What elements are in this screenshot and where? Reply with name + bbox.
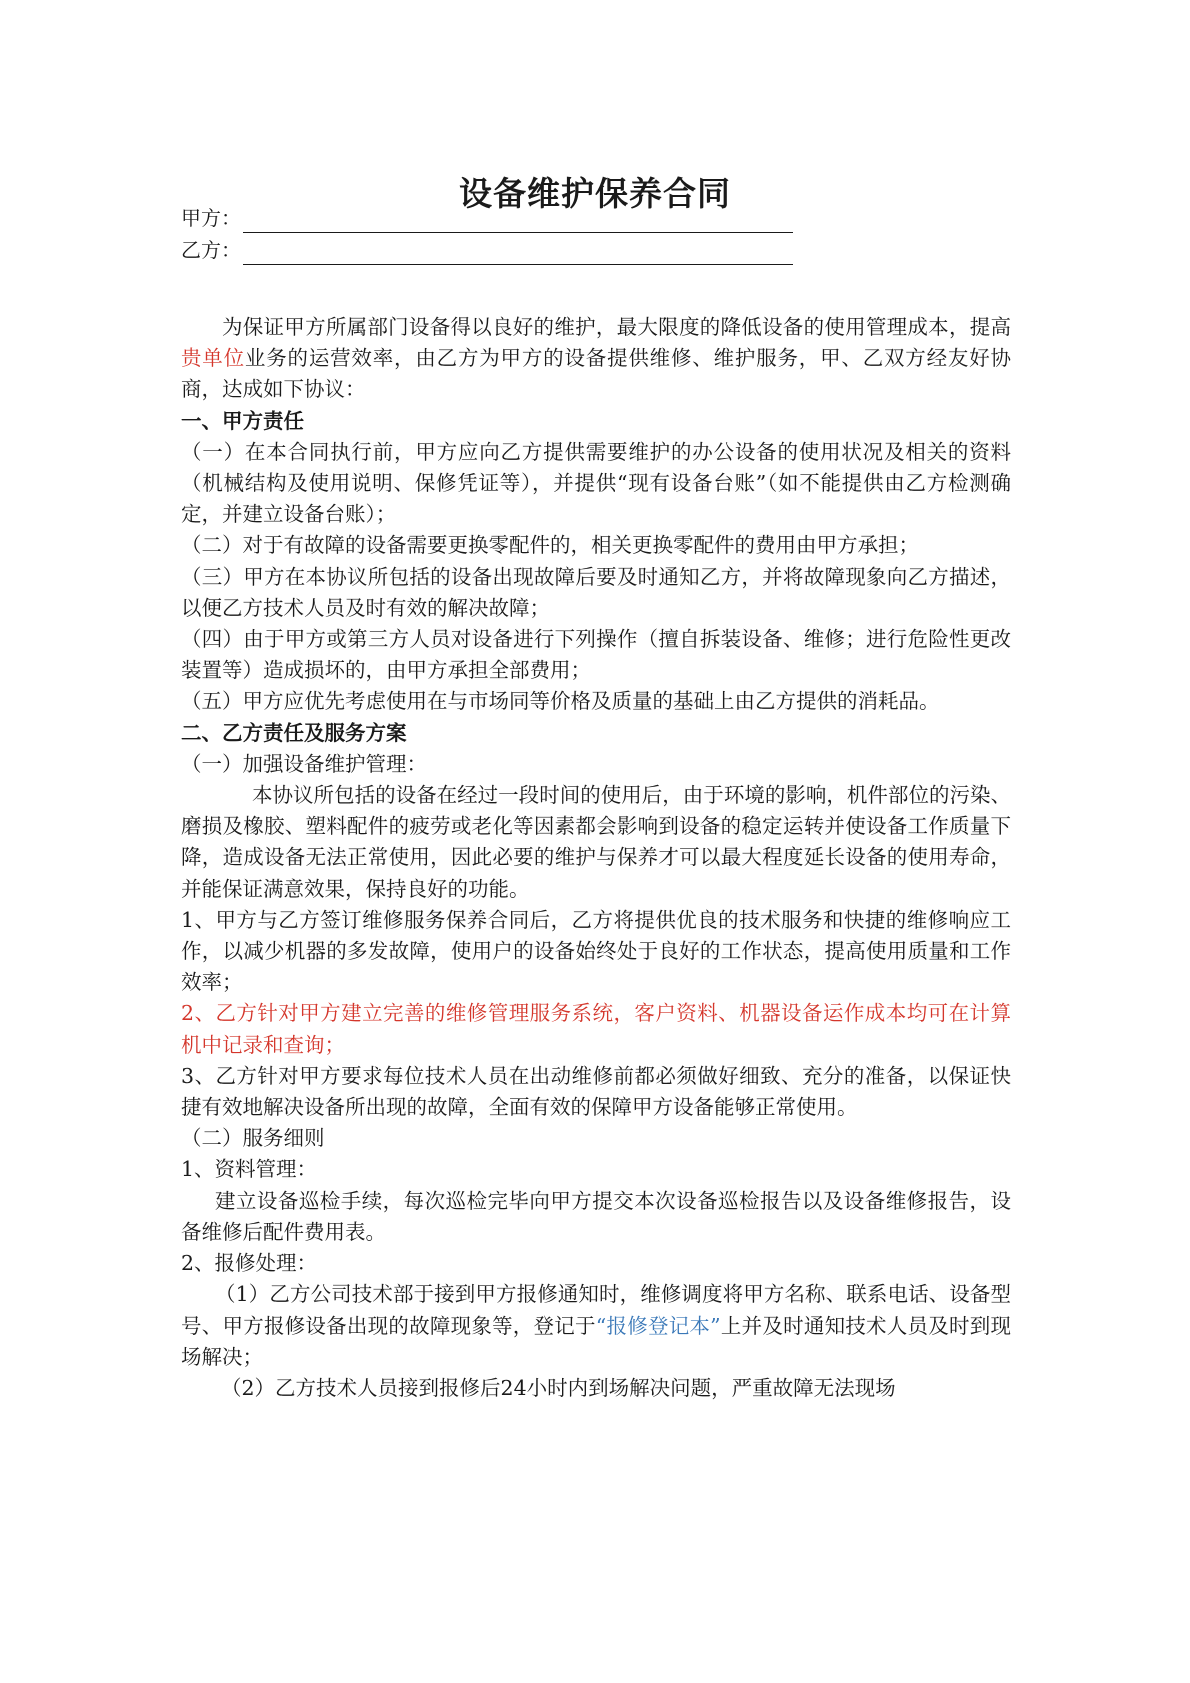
clause: （三）甲方在本协议所包括的设备出现故障后要及时通知乙方，并将故障现象向乙方描述，以便乙方技术人员及时有效的解决故障； [181,564,1011,620]
party-a-label: 甲方： [181,206,241,230]
clause-paragraph: （2）乙方技术人员接到报修后24小时内到场解决问题，严重故障无法现场 [221,1375,896,1400]
clause-paragraph: （1）乙方公司技术部于接到甲方报修通知时，维修调度将甲方名称、联系电话、设备型号、甲方报修设备出现的故障现象等，登记于“报修登记本”上并及时通知技术人员及时到现场解决； [181,1282,1011,1369]
clause: （五）甲方应优先考虑使用在与市场同等价格及质量的基础上由乙方提供的消耗品。 [181,689,940,714]
clause: （二）对于有故障的设备需要更换零配件的，相关更换零配件的费用由甲方承担； [181,533,919,558]
clause-paragraph: 建立设备巡检手续，每次巡检完毕向甲方提交本次设备巡检报告以及设备维修报告，设备维修后配件费用表。 [181,1188,1011,1244]
detail-heading: 2、报修处理： [181,1251,318,1276]
detail-heading: 1、资料管理： [181,1157,318,1182]
highlight-text: 贵单位 [181,346,245,371]
section-heading: 一、甲方责任 [181,408,304,433]
highlight-text: “报修登记本” [595,1313,721,1338]
sub-heading: （二）服务细则 [181,1126,325,1151]
party-a-blank [243,210,793,233]
sub-heading: （一）加强设备维护管理： [181,751,427,776]
party-a-line [181,203,793,233]
section-heading: 二、乙方责任及服务方案 [181,720,407,745]
party-b-blank [243,242,793,265]
clause: （一）在本合同执行前，甲方应向乙方提供需要维护的办公设备的使用状况及相关的资料（机械结构及使用说明、保修凭证等），并提供“现有设备台账”（如不能提供由乙方检测确定，并建立设备台账）； [181,439,1011,527]
intro-paragraph: 为保证甲方所属部门设备得以良好的维护，最大限度的降低设备的使用管理成本，提高贵单位业务的运营效率，由乙方为甲方的设备提供维修、维护服务，甲、乙双方经友好协商，达成如下协议： [181,315,1012,402]
party-b-label: 乙方： [181,238,241,262]
clause-paragraph: 本协议所包括的设备在经过一段时间的使用后，由于环境的影响，机件部位的污染、磨损及橡胶、塑料配件的疲劳或老化等因素都会影响到设备的稳定运转并使设备工作质量下降，造成设备无法正常使用，因此必要的维护与保养才可以最大程度延长设备的使用寿命，并能保证满意效果，保持良好的功能。 [181,783,1011,901]
clause: 1、甲方与乙方签订维修服务保养合同后，乙方将提供优良的技术服务和快捷的维修响应工作，以减少机器的多发故障，使用户的设备始终处于良好的工作状态，提高使用质量和工作效率； [181,907,1011,995]
party-b-line [181,235,793,265]
document-title: 设备维护保养合同 [459,174,731,213]
contract-body [181,312,1011,1404]
clause: 3、乙方针对甲方要求每位技术人员在出动维修前都必须做好细致、充分的准备，以保证快捷有效地解决设备所出现的故障，全面有效的保障甲方设备能够正常使用。 [181,1063,1011,1120]
clause-highlighted: 2、乙方针对甲方建立完善的维修管理服务系统，客户资料、机器设备运作成本均可在计算机中记录和查询； [181,1001,1011,1057]
clause: （四）由于甲方或第三方人员对设备进行下列操作（擅自拆装设备、维修；进行危险性更改装置等）造成损坏的，由甲方承担全部费用； [181,627,1011,683]
